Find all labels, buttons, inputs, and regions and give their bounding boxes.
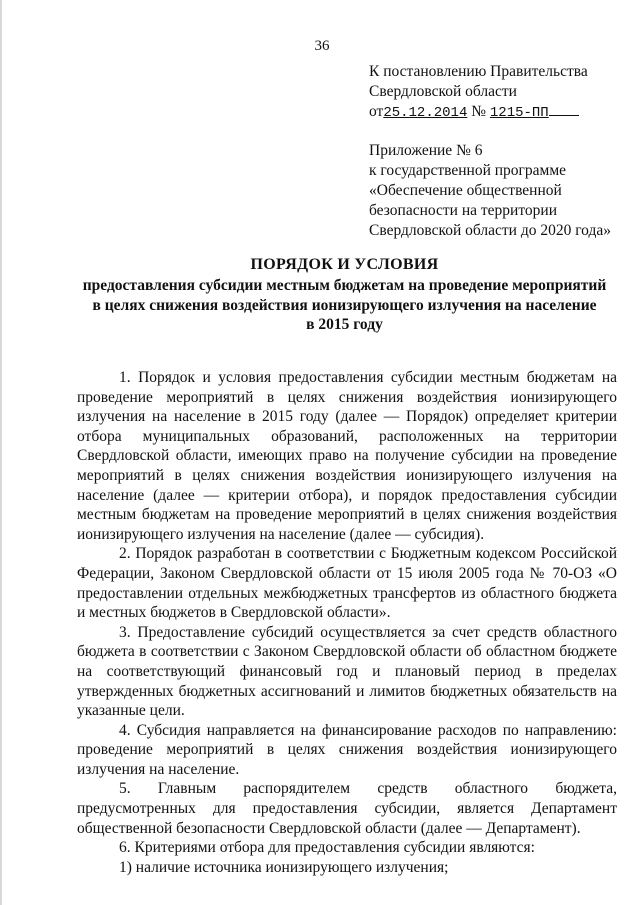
program-line-2: «Обеспечение общественной: [369, 182, 562, 199]
program-line-4: Свердловской области до 2020 года»: [369, 222, 611, 239]
appendix-label: Приложение № 6: [369, 142, 483, 159]
program-line-3: безопасности на территории: [369, 202, 557, 219]
paragraph-4: 4. Субсидия направляется на финансирование расходов по направлению: проведение мероприятий в целях снижения воздействия ионизирующего излучения на население.: [77, 721, 617, 778]
paragraph-2: 2. Порядок разработан в соответствии с Бюджетным кодексом Российской Федерации, Законом Свердловской области от 15 июля 2005 года № 70-ОЗ «О предоставлении отдельных межбюджетных трансфертов из областного бюджета и местных бюджетов в Свердловской области».: [77, 545, 617, 622]
header-line-date-number: [369, 102, 629, 123]
paragraph-5: 5. Главным распорядителем средств областного бюджета, предусмотренных для предоставления субсидии, является Департамент общественной безопасности Свердловской области (далее — Департамент).: [77, 780, 617, 837]
subtitle-line-1: предоставления субсидии местным бюджетам на проведение мероприятий: [82, 277, 607, 294]
paragraph-3: 3. Предоставление субсидий осуществляется за счет средств областного бюджета в соответствии с Законом Свердловской области об областном бюджете на соответствующий финансовый год и плановый период в пределах утвержденных бюджетных ассигнований и лимитов бюджетных обязательств на указанные цели.: [77, 623, 617, 720]
header-line-region: Свердловской области: [369, 83, 517, 100]
from-label: от: [369, 103, 384, 120]
subtitle-line-3: в 2015 году: [306, 316, 383, 333]
resolution-header: [369, 62, 629, 241]
page-number: 36: [314, 38, 330, 54]
paragraph-1: 1. Порядок и условия предоставления субсидии местным бюджетам на проведение мероприятий в целях снижения воздействия ионизирующего излучения на население в 2015 году (далее — Порядок) определяет критерии отбора муниципальных образований, расположенных на территории Свердловской области, имеющих право на получение субсидии на проведение мероприятий в целях снижения воздействия ионизирующего излучения на население (далее — критерии отбора), и порядок предоставления субсидии местным бюджетам на проведение мероприятий в целях снижения воздействия ионизирующего излучения на население (далее — субсидия).: [77, 369, 617, 543]
subtitle-line-2: в целях снижения воздействия ионизирующего излучения на население: [92, 296, 597, 314]
paragraph-7: 1) наличие источника ионизирующего излучения;: [119, 858, 449, 876]
resolution-date: 25.12.2014: [383, 105, 468, 121]
program-line-1: к государственной программе: [369, 162, 567, 179]
number-label: №: [471, 103, 487, 120]
underline-trail: [549, 103, 579, 116]
document-body: [77, 368, 617, 877]
resolution-number: 1215-ПП: [489, 105, 549, 121]
document-title: ПОРЯДОК И УСЛОВИЯ: [250, 256, 439, 273]
paragraph-6: 6. Критериями отбора для предоставления субсидии являются:: [119, 839, 535, 857]
header-line-resolution: К постановлению Правительства: [369, 63, 588, 80]
document-subtitle: [62, 276, 627, 335]
